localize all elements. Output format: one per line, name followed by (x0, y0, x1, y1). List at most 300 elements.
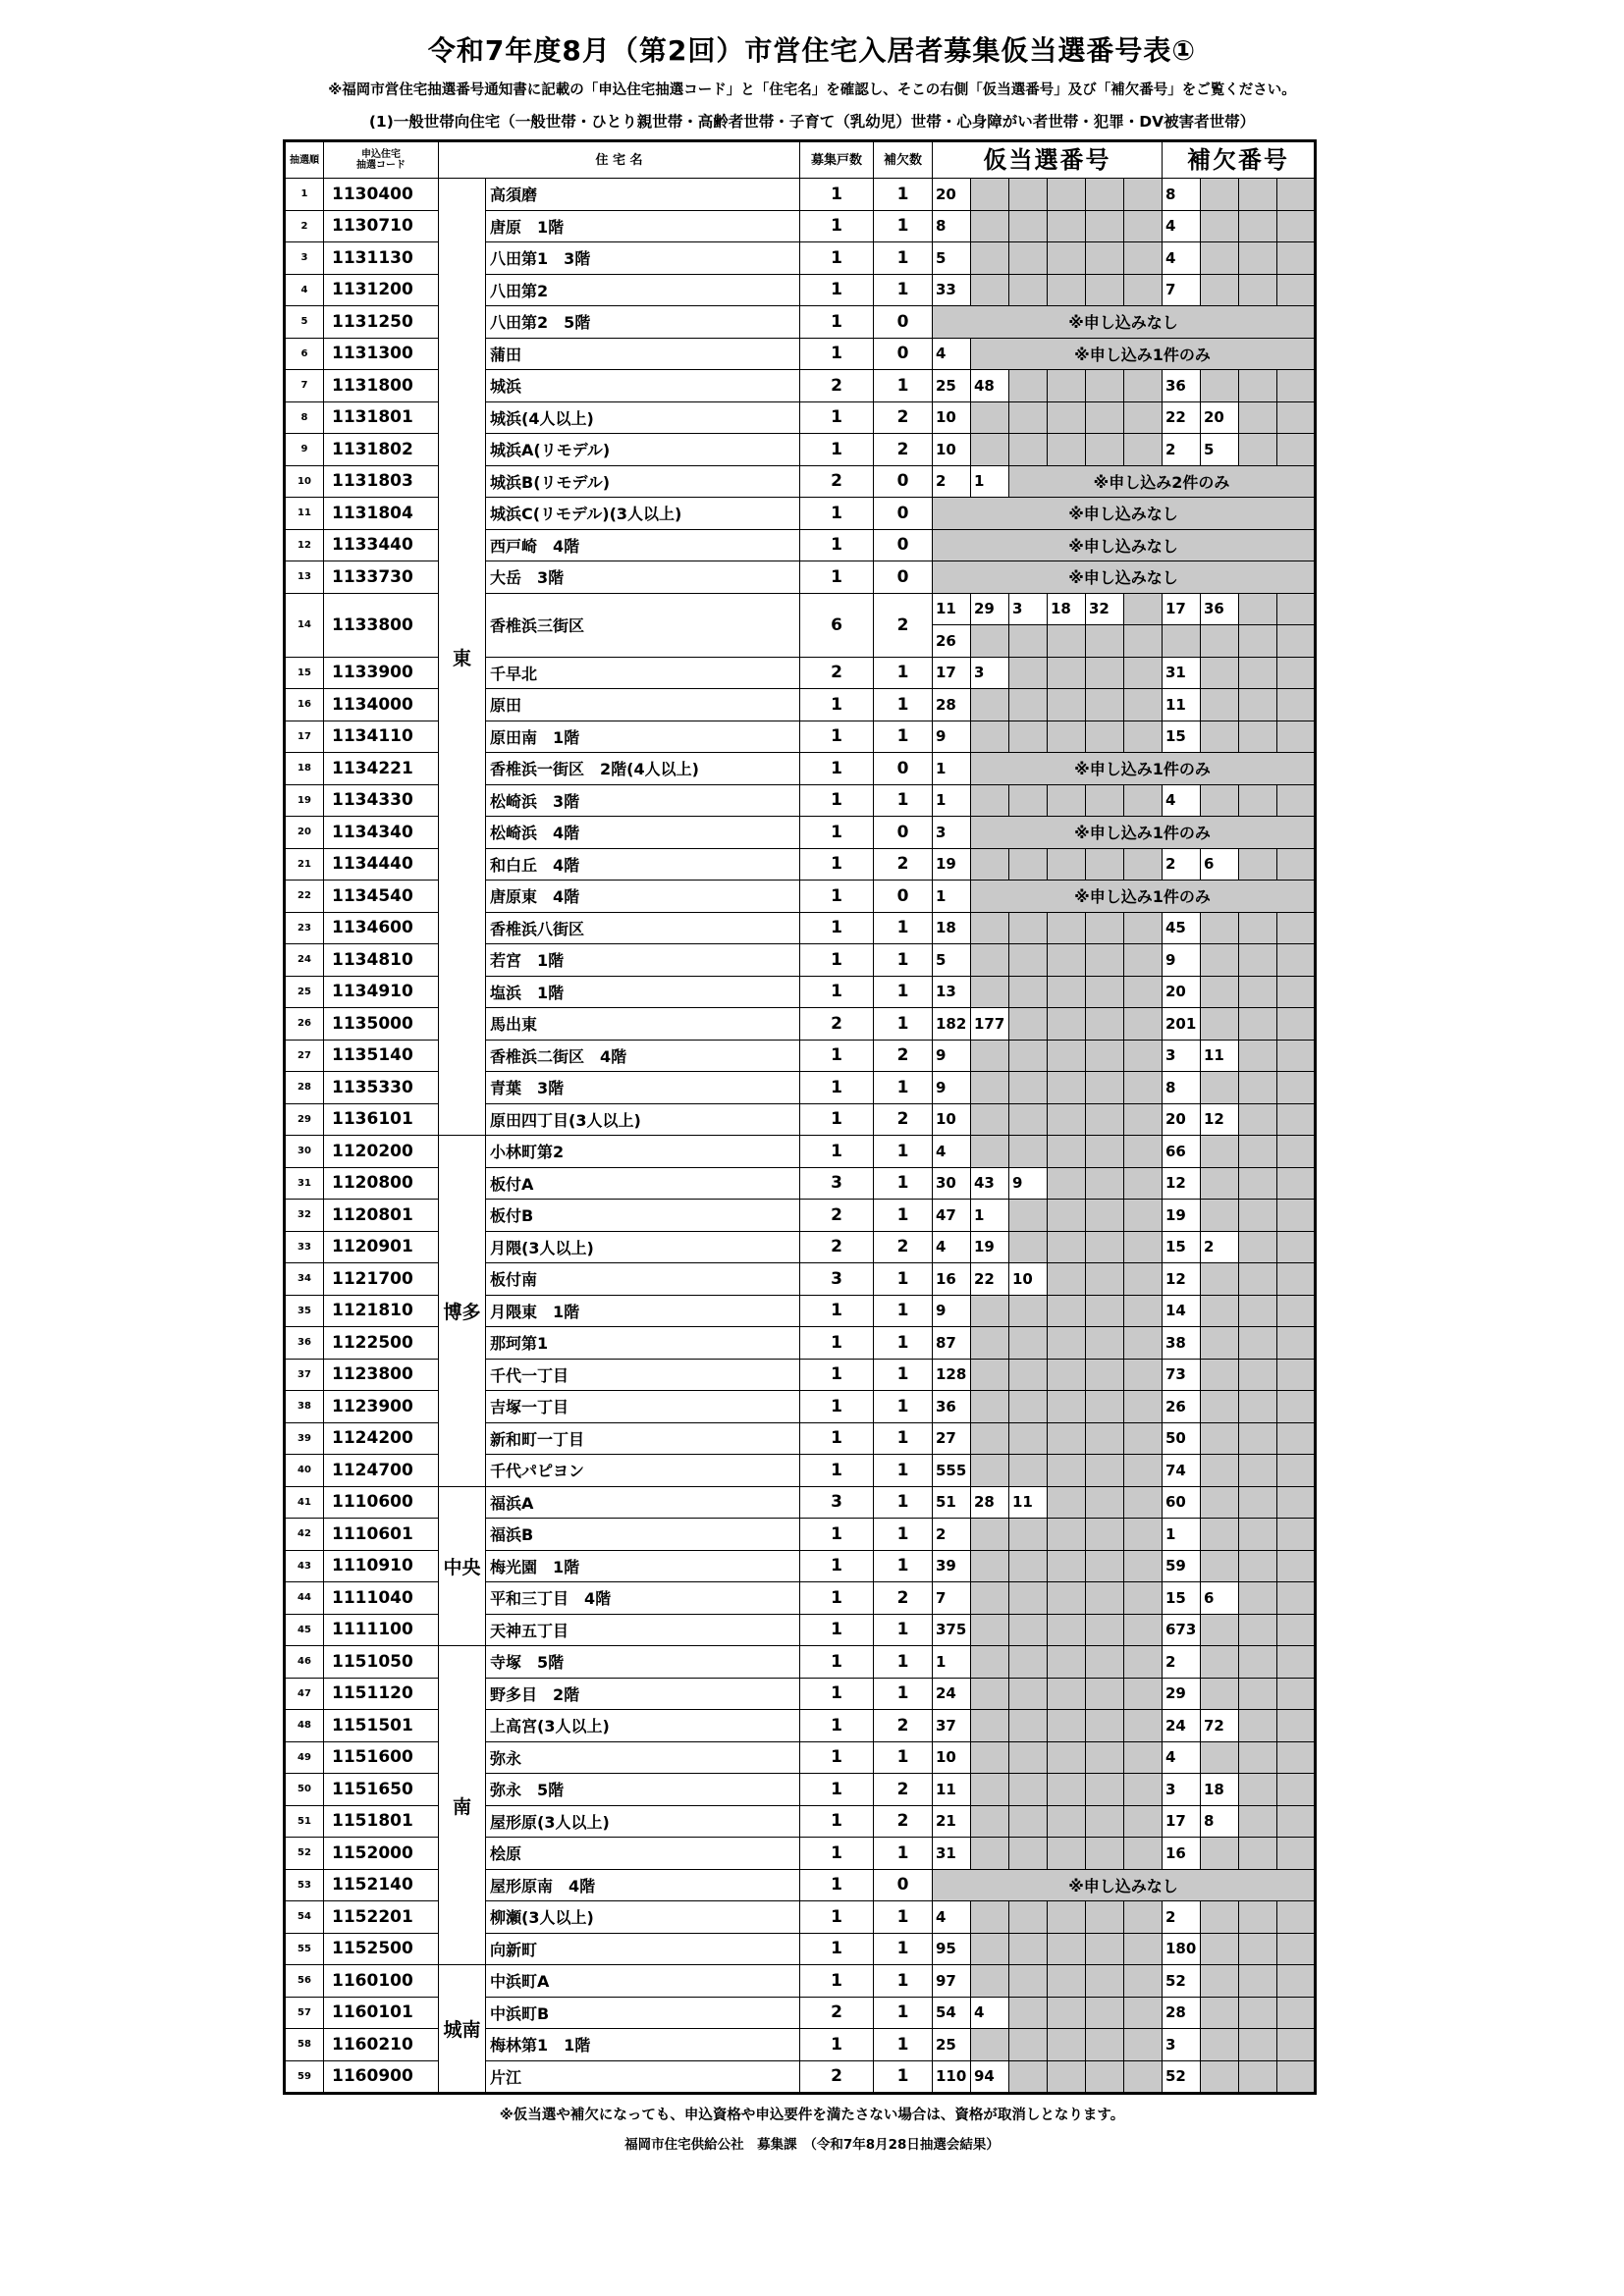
housing-name: 板付B (486, 1200, 800, 1232)
empty-lottery-cell (1048, 784, 1086, 817)
empty-sub-cell (1277, 1997, 1316, 2029)
lottery-number: 9 (1009, 1167, 1048, 1200)
recruit-count: 1 (800, 1295, 874, 1327)
hoketsu-count: 2 (874, 1774, 933, 1806)
empty-lottery-cell (1048, 1582, 1086, 1615)
empty-sub-cell (1201, 1391, 1239, 1423)
lottery-order: 54 (285, 1901, 324, 1934)
empty-sub-cell (1201, 1838, 1239, 1870)
lottery-number: 7 (933, 1582, 971, 1615)
empty-lottery-cell (1009, 1103, 1048, 1136)
sub-number: 15 (1163, 1231, 1201, 1263)
empty-lottery-cell (1048, 2060, 1086, 2094)
lottery-number: 10 (933, 1103, 971, 1136)
recruit-count: 1 (800, 976, 874, 1008)
empty-lottery-cell (971, 1838, 1009, 1870)
empty-lottery-cell (971, 1040, 1009, 1072)
empty-lottery-cell (1124, 1646, 1163, 1679)
empty-lottery-cell (1124, 1774, 1163, 1806)
housing-name: 吉塚一丁目 (486, 1391, 800, 1423)
empty-lottery-cell (1009, 2060, 1048, 2094)
empty-lottery-cell (1086, 1486, 1124, 1519)
empty-sub-cell (1239, 657, 1277, 689)
hoketsu-count: 2 (874, 401, 933, 434)
lottery-order: 50 (285, 1774, 324, 1806)
housing-name: 福浜B (486, 1519, 800, 1551)
housing-code: 1134221 (324, 753, 439, 785)
hoketsu-count: 1 (874, 274, 933, 306)
empty-lottery-cell (1086, 1167, 1124, 1200)
lottery-number: 21 (933, 1805, 971, 1838)
housing-name: 天神五丁目 (486, 1614, 800, 1646)
lottery-number: 25 (933, 370, 971, 402)
sub-number: 4 (1163, 784, 1201, 817)
empty-sub-cell (1239, 179, 1277, 211)
hoketsu-count: 1 (874, 1422, 933, 1455)
empty-sub-cell (1239, 210, 1277, 242)
hoketsu-count: 2 (874, 1582, 933, 1615)
empty-sub-cell (1277, 976, 1316, 1008)
sub-number: 20 (1163, 976, 1201, 1008)
hoketsu-count: 0 (874, 881, 933, 913)
housing-name: 小林町第2 (486, 1136, 800, 1168)
lottery-number: 11 (933, 593, 971, 625)
recruit-count: 3 (800, 1486, 874, 1519)
empty-lottery-cell (1048, 1901, 1086, 1934)
empty-lottery-cell (1009, 1327, 1048, 1360)
sub-number: 4 (1163, 1741, 1201, 1774)
recruit-count: 1 (800, 1933, 874, 1965)
recruit-count: 1 (800, 306, 874, 339)
recruit-count: 1 (800, 817, 874, 849)
hoketsu-count: 1 (874, 1072, 933, 1104)
hoketsu-count: 0 (874, 465, 933, 498)
lottery-order: 53 (285, 1869, 324, 1901)
recruit-count: 1 (800, 912, 874, 944)
empty-sub-cell (1277, 1455, 1316, 1487)
no-application-note: ※申し込み1件のみ (971, 753, 1316, 785)
lottery-number: 32 (1086, 593, 1124, 625)
empty-sub-cell (1201, 210, 1239, 242)
lottery-number: 30 (933, 1167, 971, 1200)
housing-code: 1134440 (324, 848, 439, 881)
empty-lottery-cell (1086, 1933, 1124, 1965)
empty-sub-cell (1239, 274, 1277, 306)
housing-name: 片江 (486, 2060, 800, 2094)
empty-lottery-cell (1086, 179, 1124, 211)
empty-sub-cell (1239, 1646, 1277, 1679)
empty-sub-cell (1239, 1391, 1277, 1423)
empty-lottery-cell (1124, 1391, 1163, 1423)
recruit-count: 1 (800, 179, 874, 211)
recruit-count: 6 (800, 593, 874, 657)
lottery-order: 44 (285, 1582, 324, 1615)
lottery-number: 18 (933, 912, 971, 944)
empty-lottery-cell (1009, 2029, 1048, 2061)
empty-lottery-cell (1048, 625, 1086, 658)
empty-lottery-cell (1048, 1422, 1086, 1455)
empty-lottery-cell (1009, 848, 1048, 881)
no-application-note: ※申し込み1件のみ (971, 817, 1316, 849)
housing-name: 塩浜 1階 (486, 976, 800, 1008)
no-application-note: ※申し込みなし (933, 561, 1316, 594)
empty-lottery-cell (1048, 1359, 1086, 1391)
lottery-number: 1 (971, 1200, 1009, 1232)
empty-lottery-cell (1124, 1167, 1163, 1200)
empty-sub-cell (1277, 434, 1316, 466)
recruit-count: 1 (800, 689, 874, 721)
housing-name: 香椎浜八街区 (486, 912, 800, 944)
lottery-order: 9 (285, 434, 324, 466)
housing-code: 1131300 (324, 338, 439, 370)
header-code (324, 141, 439, 179)
empty-lottery-cell (1009, 1519, 1048, 1551)
empty-lottery-cell (1086, 1327, 1124, 1360)
lottery-order: 11 (285, 498, 324, 530)
sub-number: 4 (1163, 242, 1201, 275)
sub-number: 2 (1201, 1231, 1239, 1263)
housing-name: 月隈東 1階 (486, 1295, 800, 1327)
empty-lottery-cell (1124, 1838, 1163, 1870)
housing-name: 松崎浜 3階 (486, 784, 800, 817)
lottery-order: 2 (285, 210, 324, 242)
hoketsu-count: 0 (874, 306, 933, 339)
housing-code: 1122500 (324, 1327, 439, 1360)
no-application-note: ※申し込みなし (933, 529, 1316, 561)
empty-sub-cell (1277, 784, 1316, 817)
lottery-number: 33 (933, 274, 971, 306)
sub-number: 5 (1201, 434, 1239, 466)
lottery-order: 51 (285, 1805, 324, 1838)
empty-sub-cell (1201, 689, 1239, 721)
empty-lottery-cell (1009, 434, 1048, 466)
lottery-number: 8 (933, 210, 971, 242)
empty-sub-cell (1277, 370, 1316, 402)
housing-name: 板付A (486, 1167, 800, 1200)
empty-lottery-cell (1009, 976, 1048, 1008)
sub-number: 28 (1163, 1997, 1201, 2029)
hoketsu-count: 1 (874, 1295, 933, 1327)
hoketsu-count: 1 (874, 944, 933, 977)
empty-lottery-cell (1124, 657, 1163, 689)
lottery-order: 45 (285, 1614, 324, 1646)
empty-sub-cell (1201, 1422, 1239, 1455)
housing-name: 上高宮(3人以上) (486, 1710, 800, 1742)
lottery-order: 4 (285, 274, 324, 306)
housing-name: 唐原 1階 (486, 210, 800, 242)
empty-lottery-cell (1086, 784, 1124, 817)
empty-sub-cell (1277, 689, 1316, 721)
housing-name: 向新町 (486, 1933, 800, 1965)
empty-sub-cell (1277, 1391, 1316, 1423)
lottery-order: 16 (285, 689, 324, 721)
hoketsu-count: 1 (874, 1008, 933, 1041)
empty-lottery-cell (1124, 976, 1163, 1008)
empty-lottery-cell (971, 848, 1009, 881)
housing-name: 城浜A(リモデル) (486, 434, 800, 466)
lottery-number: 4 (933, 1231, 971, 1263)
recruit-count: 1 (800, 1550, 874, 1582)
lottery-number: 1 (971, 465, 1009, 498)
housing-name: 大岳 3階 (486, 561, 800, 594)
empty-sub-cell (1239, 2029, 1277, 2061)
sub-number: 50 (1163, 1422, 1201, 1455)
empty-lottery-cell (1048, 1997, 1086, 2029)
empty-lottery-cell (1086, 242, 1124, 275)
empty-lottery-cell (1124, 1040, 1163, 1072)
lottery-number: 4 (933, 338, 971, 370)
empty-lottery-cell (1124, 1200, 1163, 1232)
housing-name: 高須磨 (486, 179, 800, 211)
empty-lottery-cell (1048, 1136, 1086, 1168)
empty-lottery-cell (1009, 401, 1048, 434)
empty-lottery-cell (1048, 1167, 1086, 1200)
empty-lottery-cell (1048, 1741, 1086, 1774)
recruit-count: 1 (800, 1646, 874, 1679)
table-row (285, 1136, 1316, 1168)
empty-lottery-cell (1086, 1103, 1124, 1136)
ward-label: 博多 (439, 1136, 486, 1487)
empty-sub-cell (1201, 2029, 1239, 2061)
empty-sub-cell (1239, 1327, 1277, 1360)
hoketsu-count: 1 (874, 242, 933, 275)
lottery-number: 95 (933, 1933, 971, 1965)
hoketsu-count: 1 (874, 1327, 933, 1360)
empty-lottery-cell (1048, 1550, 1086, 1582)
empty-lottery-cell (1048, 1391, 1086, 1423)
empty-sub-cell (1277, 657, 1316, 689)
recruit-count: 1 (800, 848, 874, 881)
empty-lottery-cell (1124, 1136, 1163, 1168)
empty-lottery-cell (1048, 1933, 1086, 1965)
recruit-count: 1 (800, 1678, 874, 1710)
lottery-number: 51 (933, 1486, 971, 1519)
empty-lottery-cell (1086, 401, 1124, 434)
lottery-number: 28 (971, 1486, 1009, 1519)
sub-number: 60 (1163, 1486, 1201, 1519)
recruit-count: 2 (800, 1008, 874, 1041)
empty-sub-cell (1239, 1933, 1277, 1965)
empty-lottery-cell (1009, 1646, 1048, 1679)
housing-code: 1131800 (324, 370, 439, 402)
sub-number: 201 (1163, 1008, 1201, 1041)
empty-lottery-cell (1009, 1295, 1048, 1327)
housing-name: 香椎浜三街区 (486, 593, 800, 657)
lottery-order: 38 (285, 1391, 324, 1423)
lottery-number: 9 (933, 1072, 971, 1104)
empty-sub-cell (1201, 1965, 1239, 1998)
empty-lottery-cell (971, 1805, 1009, 1838)
lottery-order: 52 (285, 1838, 324, 1870)
lottery-order: 30 (285, 1136, 324, 1168)
section-heading: (1)一般世帯向住宅（一般世帯・ひとり親世帯・高齢者世帯・子育て（乳幼児）世帯・心身障がい者世帯・犯罪・DV被害者世帯） (368, 113, 1256, 131)
empty-sub-cell (1201, 1614, 1239, 1646)
empty-lottery-cell (1009, 242, 1048, 275)
empty-sub-cell (1201, 1455, 1239, 1487)
lottery-number: 10 (933, 434, 971, 466)
empty-lottery-cell (1048, 242, 1086, 275)
no-application-note: ※申し込みなし (933, 306, 1316, 339)
empty-lottery-cell (971, 912, 1009, 944)
lottery-number: 3 (971, 657, 1009, 689)
housing-name: 原田四丁目(3人以上) (486, 1103, 800, 1136)
hoketsu-count: 0 (874, 529, 933, 561)
empty-lottery-cell (1124, 784, 1163, 817)
empty-lottery-cell (1086, 721, 1124, 753)
housing-name: 新和町一丁目 (486, 1422, 800, 1455)
empty-lottery-cell (1124, 1455, 1163, 1487)
empty-lottery-cell (971, 1359, 1009, 1391)
sub-number: 6 (1201, 1582, 1239, 1615)
empty-sub-cell (1239, 1200, 1277, 1232)
housing-code: 1110910 (324, 1550, 439, 1582)
empty-lottery-cell (1124, 370, 1163, 402)
empty-lottery-cell (1086, 689, 1124, 721)
empty-lottery-cell (1124, 2029, 1163, 2061)
hoketsu-count: 0 (874, 753, 933, 785)
housing-code: 1160900 (324, 2060, 439, 2094)
empty-sub-cell (1239, 1072, 1277, 1104)
empty-sub-cell (1239, 370, 1277, 402)
housing-name: 野多目 2階 (486, 1678, 800, 1710)
empty-sub-cell (1239, 1486, 1277, 1519)
hoketsu-count: 1 (874, 657, 933, 689)
empty-lottery-cell (971, 1327, 1009, 1360)
empty-sub-cell (1277, 242, 1316, 275)
empty-lottery-cell (1048, 2029, 1086, 2061)
empty-lottery-cell (971, 1933, 1009, 1965)
lottery-number: 9 (933, 1040, 971, 1072)
lottery-number: 16 (933, 1263, 971, 1296)
lottery-number: 110 (933, 2060, 971, 2094)
housing-name: 原田南 1階 (486, 721, 800, 753)
housing-code: 1135000 (324, 1008, 439, 1041)
hoketsu-count: 2 (874, 848, 933, 881)
lottery-number: 10 (933, 1741, 971, 1774)
empty-lottery-cell (1124, 593, 1163, 625)
lottery-number: 25 (933, 2029, 971, 2061)
recruit-count: 3 (800, 1167, 874, 1200)
lottery-number: 375 (933, 1614, 971, 1646)
lottery-order: 41 (285, 1486, 324, 1519)
empty-sub-cell (1201, 1327, 1239, 1360)
empty-lottery-cell (971, 721, 1009, 753)
empty-sub-cell (1239, 2060, 1277, 2094)
empty-lottery-cell (971, 944, 1009, 977)
hoketsu-count: 1 (874, 1550, 933, 1582)
empty-lottery-cell (1048, 848, 1086, 881)
empty-lottery-cell (971, 1614, 1009, 1646)
empty-lottery-cell (1124, 179, 1163, 211)
empty-sub-cell (1201, 274, 1239, 306)
hoketsu-count: 0 (874, 561, 933, 594)
empty-lottery-cell (971, 1741, 1009, 1774)
sub-number: 2 (1163, 434, 1201, 466)
empty-lottery-cell (1086, 976, 1124, 1008)
empty-sub-cell (1239, 1519, 1277, 1551)
lottery-number: 555 (933, 1455, 971, 1487)
empty-sub-cell (1201, 1167, 1239, 1200)
empty-sub-cell (1277, 1805, 1316, 1838)
empty-lottery-cell (1124, 1678, 1163, 1710)
empty-lottery-cell (1009, 721, 1048, 753)
housing-name: 城浜 (486, 370, 800, 402)
no-application-note: ※申し込みなし (933, 1869, 1316, 1901)
empty-lottery-cell (971, 1774, 1009, 1806)
empty-lottery-cell (1048, 721, 1086, 753)
hoketsu-count: 2 (874, 1805, 933, 1838)
empty-lottery-cell (971, 976, 1009, 1008)
recruit-count: 1 (800, 944, 874, 977)
empty-lottery-cell (1048, 370, 1086, 402)
empty-lottery-cell (1048, 1295, 1086, 1327)
empty-lottery-cell (1048, 689, 1086, 721)
empty-lottery-cell (971, 1455, 1009, 1487)
housing-code: 1160101 (324, 1997, 439, 2029)
housing-name: 那珂第1 (486, 1327, 800, 1360)
empty-lottery-cell (1086, 1422, 1124, 1455)
empty-lottery-cell (1124, 848, 1163, 881)
housing-code: 1120800 (324, 1167, 439, 1200)
empty-lottery-cell (1086, 1805, 1124, 1838)
empty-sub-cell (1201, 1136, 1239, 1168)
lottery-number: 19 (933, 848, 971, 881)
housing-code: 1131130 (324, 242, 439, 275)
empty-sub-cell (1239, 1008, 1277, 1041)
housing-code: 1124200 (324, 1422, 439, 1455)
lottery-order: 28 (285, 1072, 324, 1104)
empty-sub-cell (1277, 593, 1316, 625)
hoketsu-count: 2 (874, 1040, 933, 1072)
empty-sub-cell (1277, 1422, 1316, 1455)
lottery-order: 55 (285, 1933, 324, 1965)
sub-number: 59 (1163, 1550, 1201, 1582)
housing-code: 1151501 (324, 1710, 439, 1742)
empty-lottery-cell (1086, 1519, 1124, 1551)
empty-lottery-cell (1124, 721, 1163, 753)
lottery-number: 17 (933, 657, 971, 689)
empty-lottery-cell (1086, 1741, 1124, 1774)
housing-code: 1151600 (324, 1741, 439, 1774)
empty-lottery-cell (1009, 625, 1048, 658)
empty-sub-cell (1239, 1805, 1277, 1838)
hoketsu-count: 0 (874, 338, 933, 370)
empty-sub-cell (1277, 1965, 1316, 1998)
hoketsu-count: 1 (874, 912, 933, 944)
empty-sub-cell (1277, 1136, 1316, 1168)
empty-lottery-cell (1086, 1965, 1124, 1998)
lottery-number: 27 (933, 1422, 971, 1455)
empty-lottery-cell (1124, 1997, 1163, 2029)
sub-number: 11 (1201, 1040, 1239, 1072)
hoketsu-count: 1 (874, 2029, 933, 2061)
lottery-number: 48 (971, 370, 1009, 402)
empty-sub-cell (1201, 1933, 1239, 1965)
empty-lottery-cell (971, 1678, 1009, 1710)
housing-name: 八田第2 (486, 274, 800, 306)
housing-code: 1134540 (324, 881, 439, 913)
housing-code: 1151050 (324, 1646, 439, 1679)
lottery-order: 48 (285, 1710, 324, 1742)
empty-lottery-cell (1124, 1519, 1163, 1551)
empty-sub-cell (1201, 1646, 1239, 1679)
hoketsu-count: 1 (874, 1486, 933, 1519)
empty-sub-cell (1277, 1646, 1316, 1679)
housing-code: 1131804 (324, 498, 439, 530)
empty-lottery-cell (1048, 1072, 1086, 1104)
empty-sub-cell (1277, 848, 1316, 881)
instruction-note: ※福岡市営住宅抽選番号通知書に記載の「申込住宅抽選コード」と「住宅名」を確認し、そこの右側「仮当選番号」及び「補欠番号」をご覧ください。 (328, 82, 1296, 98)
